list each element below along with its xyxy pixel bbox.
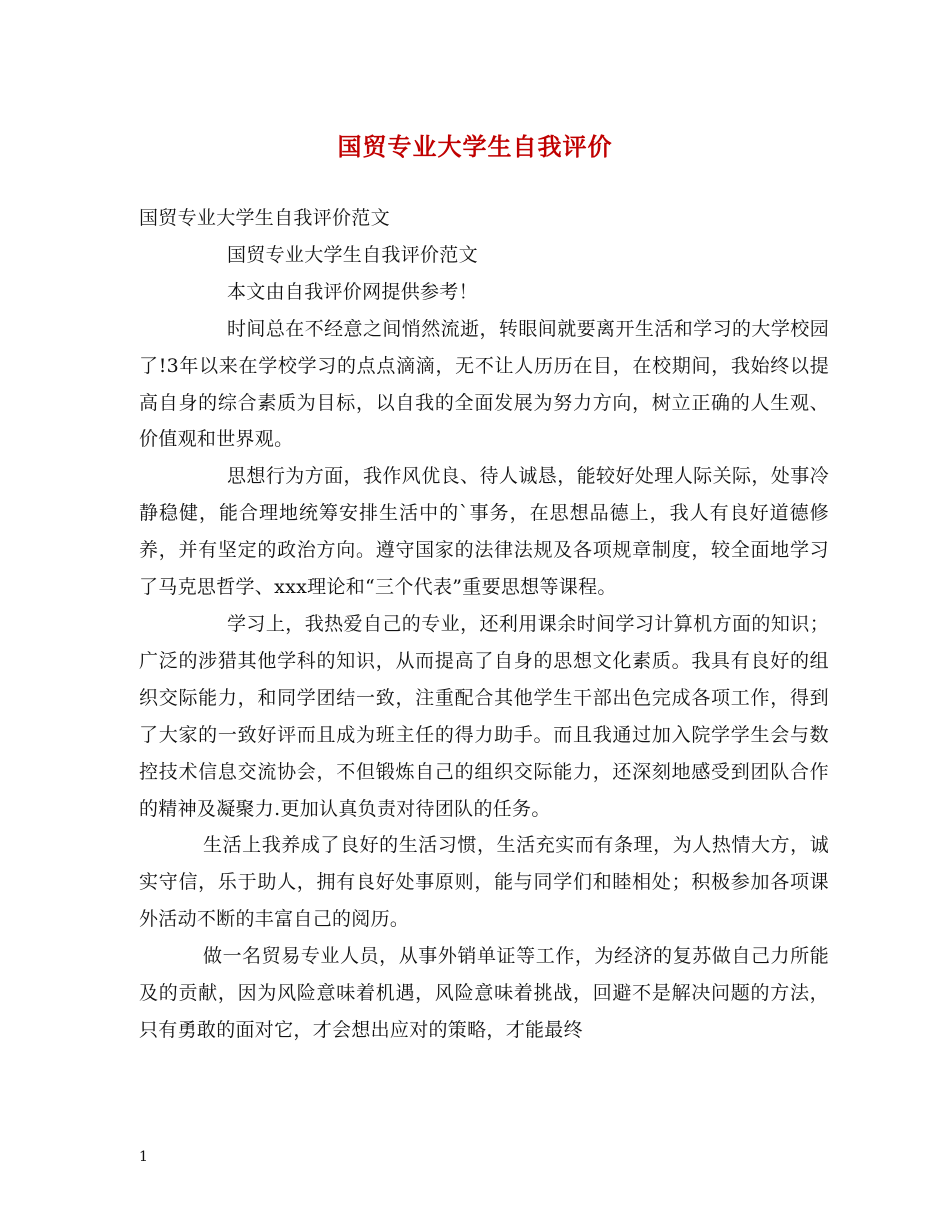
paragraph-heading: 国贸专业大学生自我评价范文: [139, 207, 390, 229]
document-body: [139, 200, 829, 1049]
paragraph-intro: 时间总在不经意之间悄然流逝，转眼间就要离开生活和学习的大学校园了!3年以来在学校学习的点点滴滴，无不让人历历在目，在校期间，我始终以提高自身的综合素质为目标，以自我的全面发展为努力方向，树立正确的人生观、价值观和世界观。: [139, 317, 829, 451]
document-title: 国贸专业大学生自我评价: [337, 132, 613, 161]
paragraph-career: 做一名贸易专业人员，从事外销单证等工作，为经济的复苏做自己力所能及的贡献，因为风险意味着机遇，风险意味着挑战，回避不是解决问题的方法，只有勇敢的面对它，才会想出应对的策略，才能最终: [139, 945, 829, 1041]
page-number: 1: [139, 1149, 148, 1165]
paragraph-study: 学习上，我热爱自己的专业，还利用课余时间学习计算机方面的知识；广泛的涉猎其他学科的知识，从而提高了自身的思想文化素质。我具有良好的组织交际能力，和同学团结一致，注重配合其他学生干部出色完成各项工作，得到了大家的一致好评而且成为班主任的得力助手。而且我通过加入院学学生会与数控技术信息交流协会，不但锻炼自己的组织交际能力，还深刻地感受到团队合作的精神及凝聚力.更加认真负责对待团队的任务。: [139, 612, 829, 820]
paragraph-source-note: 本文由自我评价网提供参考！: [227, 280, 478, 303]
paragraph-life: 生活上我养成了良好的生活习惯，生活充实而有条理，为人热情大方，诚实守信，乐于助人，拥有良好处事原则，能与同学们和睦相处；积极参加各项课外活动不断的丰富自己的阅历。: [139, 834, 829, 931]
paragraph-ideology: 思想行为方面，我作风优良、待人诚恳，能较好处理人际关际，处事冷静稳健，能合理地统筹安排生活中的`事务，在思想品德上，我人有良好道德修养，并有坚定的政治方向。遵守国家的法律法规及各项规章制度，较全面地学习了马克思哲学、xxx理论和“三个代表”重要思想等课程。: [139, 465, 829, 599]
paragraph-subheading: 国贸专业大学生自我评价范文: [227, 243, 478, 266]
